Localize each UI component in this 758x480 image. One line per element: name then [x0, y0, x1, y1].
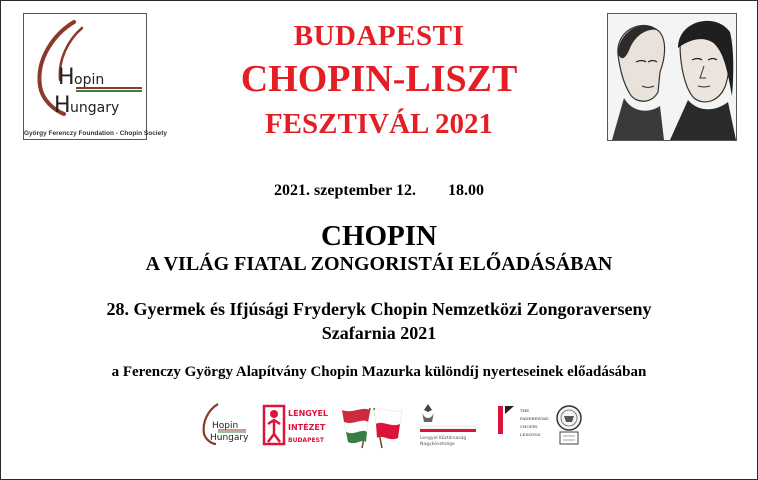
- award-description: a Ferenczy György Alapítvány Chopin Mazurka különdíj nyerteseinek előadásában: [111, 364, 647, 380]
- sponsor-paderewski-lessons: [496, 400, 549, 452]
- chopin-liszt-portrait: [607, 13, 737, 141]
- paderewski-line2: PADEREWSKI: [520, 416, 549, 421]
- festival-city: BUDAPESTI: [293, 20, 465, 52]
- embassy-line2: Nagykövetsége: [420, 442, 455, 447]
- paderewski-line1: THE: [520, 408, 530, 413]
- svg-text:Hopin: Hopin: [212, 421, 239, 431]
- competition-name: 28. Gyermek és Ifjúsági Fryderyk Chopin Nemzetközi Zongoraverseny: [106, 299, 652, 319]
- event-title: CHOPIN: [321, 220, 437, 252]
- event-time: 18.00: [447, 182, 484, 199]
- event-datetime: [0, 182, 758, 200]
- svg-text:ungary: ungary: [70, 100, 120, 116]
- sponsor-polish-embassy: [416, 400, 478, 452]
- festival-name: CHOPIN-LISZT: [240, 58, 518, 100]
- competition-location: Szafarnia 2021: [321, 323, 437, 343]
- lengyel-line1: LENGYEL: [288, 409, 329, 418]
- lengyel-line3: BUDAPEST: [288, 437, 324, 444]
- svg-text:opin: opin: [74, 72, 105, 88]
- sponsor-seal-emblem: [554, 400, 584, 452]
- svg-text:H: H: [58, 65, 75, 90]
- chopin-hungary-emblem: [24, 14, 146, 126]
- portrait-drawing: [608, 14, 736, 140]
- lengyel-line2: INTÉZET: [288, 423, 326, 432]
- svg-text:Hungary: Hungary: [210, 433, 249, 443]
- svg-text:H: H: [54, 93, 71, 118]
- event-subtitle: A VILÁG FIATAL ZONGORISTÁI ELŐADÁSÁBAN: [145, 253, 613, 275]
- embassy-line1: Lengyel Köztársaság: [420, 436, 467, 441]
- paderewski-line4: LESSONS: [520, 432, 541, 437]
- sponsor-chopin-hungary-logo: [198, 400, 248, 452]
- sponsor-lengyel-intezet: [262, 400, 329, 452]
- event-date: 2021. szeptember 12.: [274, 182, 416, 199]
- logo-caption: György Ferenczy Foundation - Chopin Society: [24, 130, 168, 137]
- paderewski-line3: CHOPIN: [520, 424, 538, 429]
- chopin-hungary-logo: [23, 13, 168, 140]
- sponsor-hungary-poland-flags: [340, 400, 404, 452]
- festival-year: FESZTIVÁL 2021: [264, 108, 494, 140]
